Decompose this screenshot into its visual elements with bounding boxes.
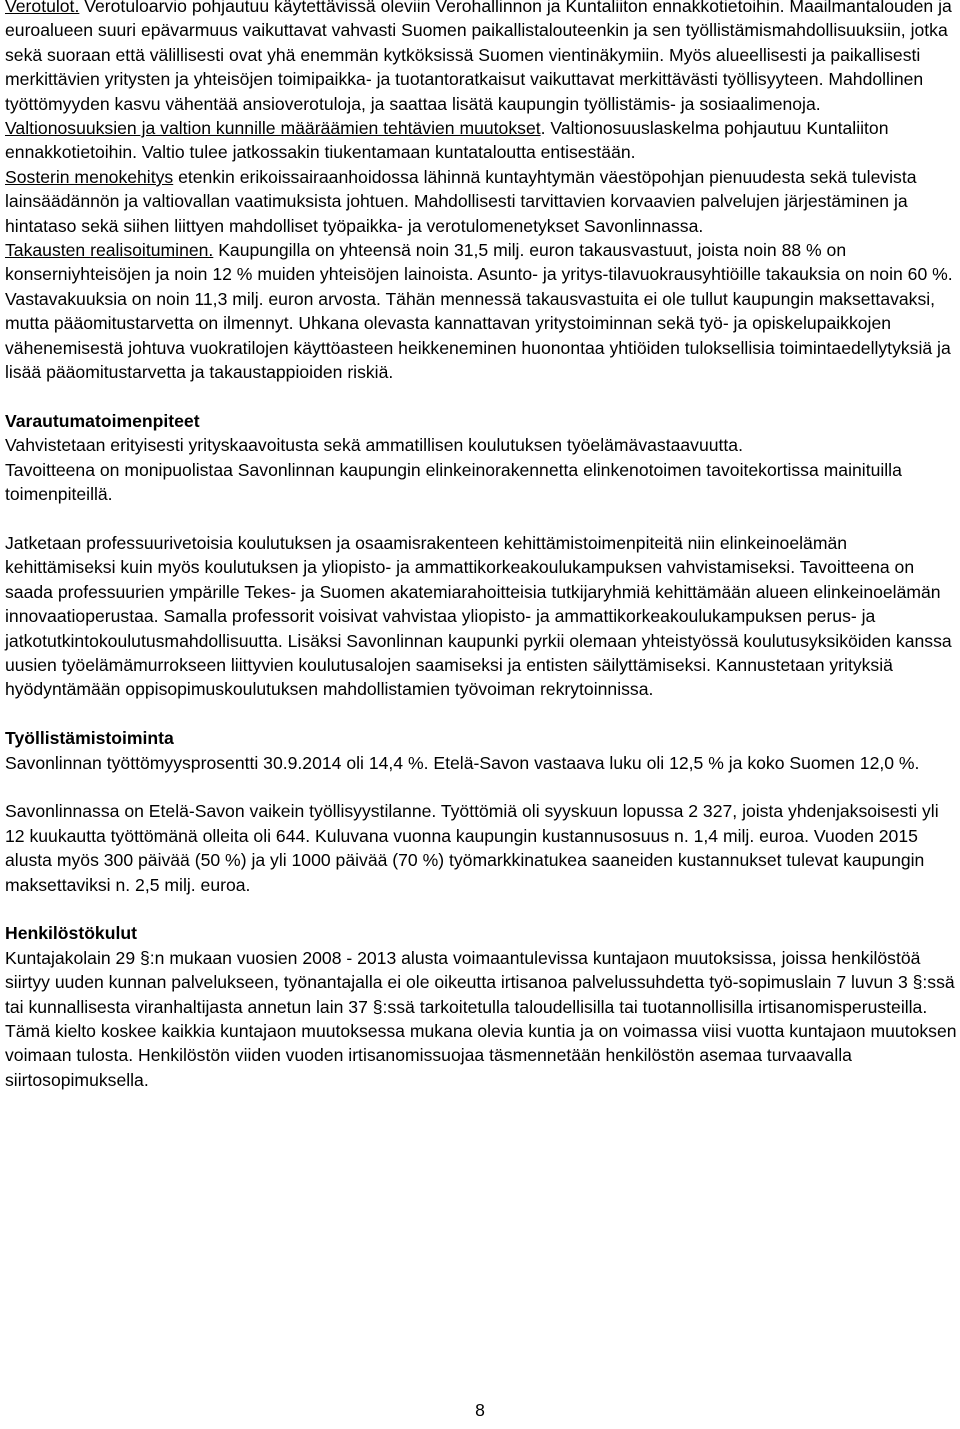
text-varautuma-line-2: Tavoitteena on monipuolistaa Savonlinnan kaupungin elinkeinorakennetta elinkenotoimen tavoitekortissa mainituilla toimenpiteillä. <box>5 459 902 505</box>
text-valtionosuudet: . Valtionosuuslaskelma pohjautuu Kuntaliiton ennakkotietoihin. Valtio tulee jatkossakin tiukentamaan kuntataloutta entisestään. <box>5 118 889 163</box>
paragraph-jatketaan: Jatketaan professuurivetoisia koulutuksen ja osaamisrakenteen kehittämistoimenpiteitä niin elinkeinoelämän kehittämiseksi kuin myös koulutuksen ja yliopisto- ja ammattikorkeakoulukampuksen vahvistamiseksi. Tavoitteena on saada professuurien ympärille Tekes- ja Suomen akatemiarahoitteisia tutkijaryhmiä kehittämään alueen elinkeinoelämän innovaatioperustaa. Samalla professorit voisivat vahvistaa yliopisto- ja ammattikorkeakoulukampuksen perus- ja jatkotutkintokoulutusmahdollisuutta. Lisäksi Savonlinnan kaupunki pyrkii olemaan yhteistyössä koulutusyksiköiden kanssa uusien työelämämurrokseen liittyvien koulutusalojen saamiseksi ja entisten säilyttämiseksi. Kannustetaan yrityksiä hyödyntämään oppisopimuskoulutuksen mahdollistamien työvoiman rekrytoinnissa. <box>5 532 952 700</box>
document-page <box>5 0 957 1092</box>
spacer <box>5 897 957 921</box>
heading-varautumatoimenpiteet: Varautumatoimenpiteet <box>5 410 200 431</box>
spacer <box>5 507 957 531</box>
heading-henkilostokulut: Henkilöstökulut <box>5 923 137 944</box>
text-takaukset: Kaupungilla on yhteensä noin 31,5 milj. euron takausvastuut, joista noin 88 % on konserniyhteisöjen ja noin 12 % muiden yhteisöjen lainoista. Asunto- ja yritys-tilavuokrausyhtiöille takauksia on noin 60 %. Vastavakuuksia on noin 11,3 milj. euron arvosta. Tähän mennessä takausvastuita ei ole tullut kaupungin maksettavaksi, mutta pääomitustarvetta on ilmennyt. Uhkana olevasta kannattavan yritystoiminnan sekä työ- ja opiskelupaikkojen vähenemisestä johtuva vuokratilojen käyttöasteen heikkeneminen huonontaa yhtiöiden tuloksellisia toimintaedellytyksiä ja lisää pääomitustarvetta ja takaustappioiden riskiä. <box>5 240 953 383</box>
paragraph-sosteri <box>5 165 957 238</box>
spacer <box>5 775 957 799</box>
heading-tyollistamistoiminta: Työllistämistoiminta <box>5 728 174 749</box>
heading-sosteri: Sosterin menokehitys <box>5 166 174 187</box>
text-henkilostokulut: Kuntajakolain 29 §:n mukaan vuosien 2008 - 2013 alusta voimaantulevissa kuntajaon muutoksissa, joissa henkilöstöä siirtyy uuden kunnan palvelukseen, työnantajalla ei ole oikeutta irtisanoa palvelussuhdetta työ-sopimuslain 7 luvun 3 §:ssä tai kunnallisesta viranhaltijasta annetun lain 37 §:ssä tarkoitetulla taloudellisilla tai tuotannollisilla irtisanomisperusteilla. Tämä kielto koskee kaikkia kuntajaon muutoksessa mukana olevia kuntia ja on voimassa viisi vuotta kuntajaon muutoksen voimaan tulosta. Henkilöstön viiden vuoden irtisanomissuojaa täsmennetään henkilöstön asemaa turvaavalla siirtosopimuksella. <box>5 947 957 1090</box>
text-tyollisyystilanne: Savonlinnassa on Etelä-Savon vaikein työllisyystilanne. Työttömiä oli syyskuun lopussa 2 327, joista yhdenjaksoisesti yli 12 kuukautta työttömänä olleita oli 644. Kuluvana vuonna kaupungin kustannusosuus n. 1,4 milj. euroa. Vuoden 2015 alusta myös 300 päivää (50 %) ja yli 1000 päivää (70 %) työmarkkinatukea saaneiden kustannukset tulevat kaupungin maksettaviksi n. 2,5 milj. euroa. <box>5 801 939 895</box>
paragraph-valtionosuudet <box>5 116 957 165</box>
heading-verotulot: Verotulot. <box>5 0 80 16</box>
paragraph-takaukset <box>5 238 957 384</box>
heading-takaukset: Takausten realisoituminen. <box>5 240 214 261</box>
paragraph-verotulot <box>5 0 957 116</box>
text-varautuma-line-1: Vahvistetaan erityisesti yrityskaavoitusta sekä ammatillisen koulutuksen työelämävastaavuutta. <box>5 435 743 456</box>
page-number: 8 <box>475 1400 485 1420</box>
text-verotulot: Verotuloarvio pohjautuu käytettävissä oleviin Verohallinnon ja Kuntaliiton ennakkotietoihin. Maailmantalouden ja euroalueen suuri epävarmuus vaikuttavat vahvasti Suomen paikallistalouteenkin ja sen työllistämismahdollisuuksiin, jotka sekä suoraan että välillisesti ovat yhä enemmän kytköksissä Suomen vientinäkymiin. Myös alueellisesti ja paikallisesti merkittävien yritysten ja yhteisöjen toimipaikka- ja tuotantoratkaisut vaikuttavat merkittävästi työllisyyteen. Mahdollinen työttömyyden kasvu vähentää ansioverotuloja, ja saattaa lisätä kaupungin työllistämis- ja sosiaalimenoja. <box>5 0 952 114</box>
heading-valtionosuudet: Valtionosuuksien ja valtion kunnille määräämien tehtävien muutokset <box>5 118 541 139</box>
text-sosteri: etenkin erikoissairaanhoidossa lähinnä kuntayhtymän väestöpohjan pienuudesta sekä tulevista lainsäädännön ja valtiovallan vaatimuksista johtuen. Mahdollisesti tarvittavien korvaavien palvelujen järjestäminen ja hintataso sekä siihen liittyen mahdolliset työpaikka- ja verotulomenetykset Savonlinnassa. <box>5 166 917 236</box>
spacer <box>5 702 957 726</box>
text-tyottomyysprosentti: Savonlinnan työttömyysprosentti 30.9.2014 oli 14,4 %. Etelä-Savon vastaava luku oli 12,5 % ja koko Suomen 12,0 %. <box>5 752 920 773</box>
spacer <box>5 385 957 409</box>
